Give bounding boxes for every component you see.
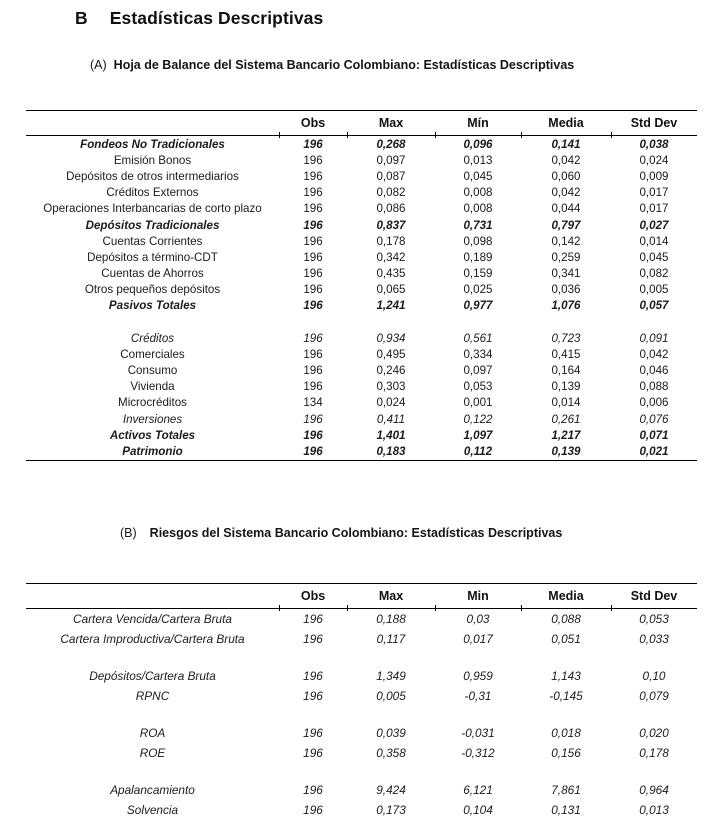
- cell-value: 0,039: [376, 726, 406, 740]
- cell-value: 196: [303, 202, 323, 216]
- cell-value: 0,033: [639, 632, 669, 646]
- cell-value: 0,082: [639, 267, 669, 281]
- cell-value: 0,435: [376, 267, 406, 281]
- cell-value: 0,139: [551, 444, 581, 458]
- cell-value: 0,009: [639, 169, 669, 183]
- cell-value: 0,183: [376, 444, 406, 458]
- cell-value: 0,139: [551, 380, 581, 394]
- cell-value: 0,142: [551, 234, 581, 248]
- cell-value: 0,173: [376, 803, 406, 817]
- cell-value: 0,087: [376, 169, 406, 183]
- table-row: [26, 379, 697, 395]
- cell-value: 0,018: [551, 726, 581, 740]
- cell-value: 0,013: [639, 803, 669, 817]
- column-header: Media: [521, 584, 611, 609]
- cell-value: 0,096: [463, 137, 493, 151]
- cell-value: 0,246: [376, 364, 406, 378]
- cell-value: 0,042: [551, 186, 581, 200]
- cell-value: 1,097: [463, 428, 493, 442]
- cell-value: 196: [303, 612, 323, 626]
- cell-value: 196: [303, 267, 323, 281]
- cell-value: 1,349: [376, 669, 406, 683]
- table-row: [26, 152, 697, 168]
- cell-value: 0,341: [551, 267, 581, 281]
- cell-value: 0,112: [463, 444, 493, 458]
- row-label: Vivienda: [130, 380, 175, 394]
- cell-value: 0,164: [551, 364, 581, 378]
- spacer-row: [26, 649, 697, 666]
- row-label: Microcréditos: [118, 396, 187, 410]
- row-label: Depósitos de otros intermediarios: [66, 169, 239, 183]
- cell-value: 196: [303, 234, 323, 248]
- table-row: [26, 427, 697, 443]
- cell-value: 0,959: [463, 669, 493, 683]
- cell-value: -0,31: [464, 689, 492, 703]
- cell-value: 7,861: [551, 783, 581, 797]
- table-row: [26, 443, 697, 460]
- table-row: [26, 185, 697, 201]
- cell-value: 0,189: [463, 250, 493, 264]
- cell-value: 0,024: [376, 396, 406, 410]
- table-row: [26, 136, 697, 153]
- cell-value: 196: [303, 746, 323, 760]
- table-row: [26, 800, 697, 820]
- cell-value: 0,057: [639, 299, 669, 313]
- spacer-cell: [26, 763, 697, 780]
- cell-value: 0,178: [376, 234, 406, 248]
- cell-value: 196: [303, 186, 323, 200]
- cell-value: 0,334: [463, 347, 493, 361]
- cell-value: 1,217: [551, 428, 581, 442]
- cell-value: 0,561: [463, 331, 493, 345]
- cell-value: 0,071: [639, 428, 669, 442]
- cell-value: 0,188: [376, 612, 406, 626]
- cell-value: 0,045: [639, 250, 669, 264]
- cell-value: 0,021: [639, 444, 669, 458]
- cell-value: 0,268: [376, 137, 406, 151]
- cell-value: 0,008: [463, 186, 493, 200]
- spacer-row: [26, 706, 697, 723]
- table-row: [26, 249, 697, 265]
- cell-value: 1,401: [376, 428, 406, 442]
- cell-value: 0,03: [466, 612, 490, 626]
- caption-table-b: [120, 526, 562, 540]
- row-label: ROE: [139, 746, 166, 760]
- cell-value: 0,017: [639, 186, 669, 200]
- cell-value: 196: [303, 169, 323, 183]
- cell-value: 0,042: [551, 153, 581, 167]
- cell-value: 0,079: [639, 689, 669, 703]
- cell-value: 0,045: [463, 169, 493, 183]
- row-label: Patrimonio: [122, 444, 183, 458]
- cell-value: 0,005: [376, 689, 406, 703]
- caption-a-text: Hoja de Balance del Sistema Bancario Colombiano: Estadísticas Descriptivas: [113, 58, 575, 72]
- column-header: Std Dev: [611, 584, 697, 609]
- cell-value: 196: [303, 803, 323, 817]
- cell-value: 196: [303, 137, 323, 151]
- cell-value: -0,031: [461, 726, 495, 740]
- row-label: Créditos Externos: [106, 186, 199, 200]
- column-header: Media: [521, 111, 611, 136]
- cell-value: 196: [303, 364, 323, 378]
- table-row: [26, 168, 697, 184]
- cell-value: 0,036: [551, 283, 581, 297]
- cell-value: 0,141: [551, 137, 581, 151]
- cell-value: 0,014: [639, 234, 669, 248]
- row-label: Consumo: [127, 364, 178, 378]
- cell-value: 0,088: [551, 612, 581, 626]
- cell-value: 0,178: [639, 746, 669, 760]
- table-risk-stats: [26, 583, 697, 820]
- cell-value: 9,424: [376, 783, 406, 797]
- cell-value: 0,027: [639, 218, 669, 232]
- table-row: [26, 629, 697, 649]
- cell-value: 196: [303, 347, 323, 361]
- row-label: Activos Totales: [109, 428, 196, 442]
- cell-value: 0,415: [551, 347, 581, 361]
- page-title: [75, 8, 323, 29]
- cell-value: 196: [303, 783, 323, 797]
- cell-value: 6,121: [463, 783, 493, 797]
- cell-value: 1,076: [551, 299, 581, 313]
- row-label: Créditos: [130, 331, 175, 345]
- cell-value: 0,025: [463, 283, 493, 297]
- cell-value: 0,797: [551, 218, 581, 232]
- cell-value: 196: [303, 331, 323, 345]
- cell-value: 0,342: [376, 250, 406, 264]
- cell-value: 196: [303, 412, 323, 426]
- cell-value: 0,005: [639, 283, 669, 297]
- table-row: [26, 201, 697, 217]
- header-label-spacer: [26, 111, 279, 136]
- cell-value: 0,104: [463, 803, 493, 817]
- cell-value: 0,10: [642, 669, 666, 683]
- cell-value: 196: [303, 669, 323, 683]
- table-risk-body: [26, 609, 697, 821]
- cell-value: 0,076: [639, 412, 669, 426]
- column-header: Min: [435, 584, 521, 609]
- table-row: [26, 666, 697, 686]
- cell-value: 0,358: [376, 746, 406, 760]
- row-label: Operaciones Interbancarias de corto plazo: [43, 202, 262, 216]
- cell-value: 0,723: [551, 331, 581, 345]
- cell-value: 0,259: [551, 250, 581, 264]
- cell-value: 0,117: [376, 632, 406, 646]
- cell-value: 196: [303, 153, 323, 167]
- column-header: Obs: [279, 111, 347, 136]
- cell-value: 134: [303, 396, 323, 410]
- header-label-spacer: [26, 584, 279, 609]
- table-row: [26, 330, 697, 346]
- table-row: [26, 723, 697, 743]
- cell-value: 0,411: [376, 412, 406, 426]
- cell-value: 0,017: [639, 202, 669, 216]
- table-row: [26, 743, 697, 763]
- page-title-text: Estadísticas Descriptivas: [109, 8, 324, 28]
- row-label: Fondeos No Tradicionales: [80, 137, 225, 151]
- cell-value: 0,042: [639, 347, 669, 361]
- table-row: [26, 362, 697, 378]
- cell-value: 0,014: [551, 396, 581, 410]
- table-row: [26, 686, 697, 706]
- cell-value: 0,122: [463, 412, 493, 426]
- row-label: Cuentas de Ahorros: [101, 267, 204, 281]
- row-label: Pasivos Totales: [108, 299, 197, 313]
- cell-value: 0,053: [639, 612, 669, 626]
- cell-value: -0,312: [461, 746, 495, 760]
- header-row: [26, 111, 697, 136]
- cell-value: 0,082: [376, 186, 406, 200]
- row-label: Apalancamiento: [110, 783, 195, 797]
- cell-value: 0,964: [639, 783, 669, 797]
- cell-value: 0,097: [376, 153, 406, 167]
- cell-value: 0,131: [551, 803, 581, 817]
- row-label: Cuentas Corrientes: [102, 234, 203, 248]
- row-label: Cartera Improductiva/Cartera Bruta: [60, 632, 245, 646]
- cell-value: 0,977: [463, 299, 493, 313]
- cell-value: 196: [303, 218, 323, 232]
- cell-value: 0,044: [551, 202, 581, 216]
- table-balance-header: [26, 111, 697, 136]
- table-risk-header: [26, 584, 697, 609]
- cell-value: 0,086: [376, 202, 406, 216]
- row-label: Depósitos/Cartera Bruta: [89, 669, 216, 683]
- spacer-row: [26, 763, 697, 780]
- table-balance-sheet-stats: [26, 110, 697, 461]
- cell-value: 0,261: [551, 412, 581, 426]
- column-header: Max: [347, 111, 435, 136]
- cell-value: 0,091: [639, 331, 669, 345]
- table-row: [26, 346, 697, 362]
- cell-value: 0,159: [463, 267, 493, 281]
- cell-value: 0,303: [376, 380, 406, 394]
- cell-value: 196: [303, 428, 323, 442]
- column-header: Mín: [435, 111, 521, 136]
- table-row: [26, 233, 697, 249]
- cell-value: 0,088: [639, 380, 669, 394]
- cell-value: 0,097: [463, 364, 493, 378]
- table-row: [26, 217, 697, 233]
- row-label: ROA: [139, 726, 166, 740]
- table-row: [26, 395, 697, 411]
- cell-value: 1,143: [551, 669, 581, 683]
- cell-value: 196: [303, 380, 323, 394]
- cell-value: 196: [303, 726, 323, 740]
- section-letter: B: [75, 8, 88, 28]
- cell-value: 196: [303, 250, 323, 264]
- row-label: Depósitos a término-CDT: [87, 250, 218, 264]
- cell-value: 0,001: [463, 396, 493, 410]
- cell-value: 0,013: [463, 153, 493, 167]
- cell-value: 0,024: [639, 153, 669, 167]
- cell-value: 196: [303, 632, 323, 646]
- table-row: [26, 780, 697, 800]
- row-label: Inversiones: [122, 412, 183, 426]
- spacer-cell: [26, 706, 697, 723]
- table-row: [26, 411, 697, 427]
- row-label: Comerciales: [120, 347, 185, 361]
- cell-value: 196: [303, 283, 323, 297]
- row-label: RPNC: [135, 689, 170, 703]
- cell-value: 0,051: [551, 632, 581, 646]
- cell-value: 0,098: [463, 234, 493, 248]
- cell-value: 0,731: [463, 218, 493, 232]
- cell-value: 0,046: [639, 364, 669, 378]
- table-row: [26, 298, 697, 314]
- table-row: [26, 266, 697, 282]
- row-label: Solvencia: [126, 803, 179, 817]
- cell-value: 0,495: [376, 347, 406, 361]
- spacer-row: [26, 314, 697, 330]
- cell-value: 0,065: [376, 283, 406, 297]
- row-label: Cartera Vencida/Cartera Bruta: [73, 612, 232, 626]
- cell-value: 0,837: [376, 218, 406, 232]
- row-label: Depósitos Tradicionales: [85, 218, 220, 232]
- column-header: Obs: [279, 584, 347, 609]
- cell-value: 0,006: [639, 396, 669, 410]
- column-header: Std Dev: [611, 111, 697, 136]
- cell-value: 0,934: [376, 331, 406, 345]
- header-row: [26, 584, 697, 609]
- caption-a-tag: (A): [90, 58, 107, 72]
- cell-value: 0,060: [551, 169, 581, 183]
- caption-b-text: Riesgos del Sistema Bancario Colombiano: Estadísticas Descriptivas: [149, 526, 563, 540]
- table-balance-body: [26, 136, 697, 461]
- row-label: Otros pequeños depósitos: [84, 283, 221, 297]
- spacer-cell: [26, 649, 697, 666]
- cell-value: 0,008: [463, 202, 493, 216]
- table-row: [26, 282, 697, 298]
- cell-value: 0,053: [463, 380, 493, 394]
- caption-b-tag: (B): [120, 526, 137, 540]
- cell-value: 196: [303, 444, 323, 458]
- table-row: [26, 609, 697, 630]
- cell-value: 0,156: [551, 746, 581, 760]
- cell-value: 0,020: [639, 726, 669, 740]
- row-label: Emisión Bonos: [113, 153, 192, 167]
- cell-value: 196: [303, 299, 323, 313]
- column-header: Max: [347, 584, 435, 609]
- spacer-cell: [26, 314, 697, 330]
- cell-value: 0,038: [639, 137, 669, 151]
- cell-value: 196: [303, 689, 323, 703]
- caption-table-a: [90, 58, 574, 72]
- cell-value: 1,241: [376, 299, 406, 313]
- cell-value: 0,017: [463, 632, 493, 646]
- cell-value: -0,145: [549, 689, 583, 703]
